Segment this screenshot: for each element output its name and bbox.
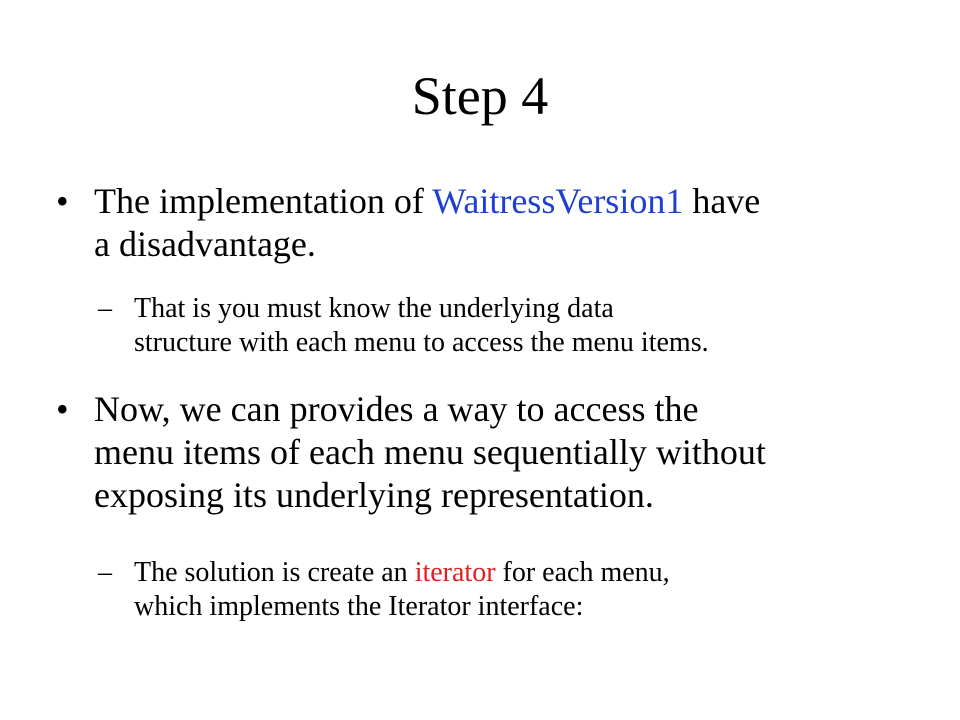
dash-marker: –	[98, 293, 112, 324]
sub-bullet-text-segment: for each menu,	[495, 557, 670, 588]
bullet-text	[94, 388, 904, 517]
bullet-text-segment: The implementation of	[94, 181, 433, 221]
bullet-text	[94, 180, 904, 266]
sub-bullet-line: That is you must know the underlying data	[134, 293, 614, 324]
bullet-line: a disadvantage.	[94, 224, 316, 264]
bullet-item-1	[56, 180, 916, 266]
sub-bullet-item-2	[98, 556, 898, 624]
highlighted-class-name: WaitressVersion1	[432, 181, 684, 221]
sub-bullet-text	[134, 292, 894, 360]
sub-bullet-line: which implements the Iterator interface:	[134, 591, 584, 622]
bullet-line: exposing its underlying representation.	[94, 475, 654, 515]
bullet-text-segment: have	[683, 181, 761, 221]
sub-bullet-line: structure with each menu to access the menu items.	[134, 327, 709, 358]
highlighted-term: iterator	[414, 557, 496, 588]
sub-bullet-text	[134, 556, 894, 624]
dash-marker: –	[98, 557, 112, 588]
slide-title: Step 4	[411, 66, 549, 126]
sub-bullet-text-segment: The solution is create an	[134, 557, 415, 588]
bullet-marker: •	[56, 181, 69, 221]
bullet-line: menu items of each menu sequentially without	[94, 432, 766, 472]
sub-bullet-item-1	[98, 292, 898, 360]
bullet-item-2	[56, 388, 916, 517]
bullet-line: Now, we can provides a way to access the	[94, 389, 699, 429]
bullet-marker: •	[56, 389, 69, 429]
bullet-line	[94, 180, 904, 223]
sub-bullet-line	[134, 556, 894, 590]
